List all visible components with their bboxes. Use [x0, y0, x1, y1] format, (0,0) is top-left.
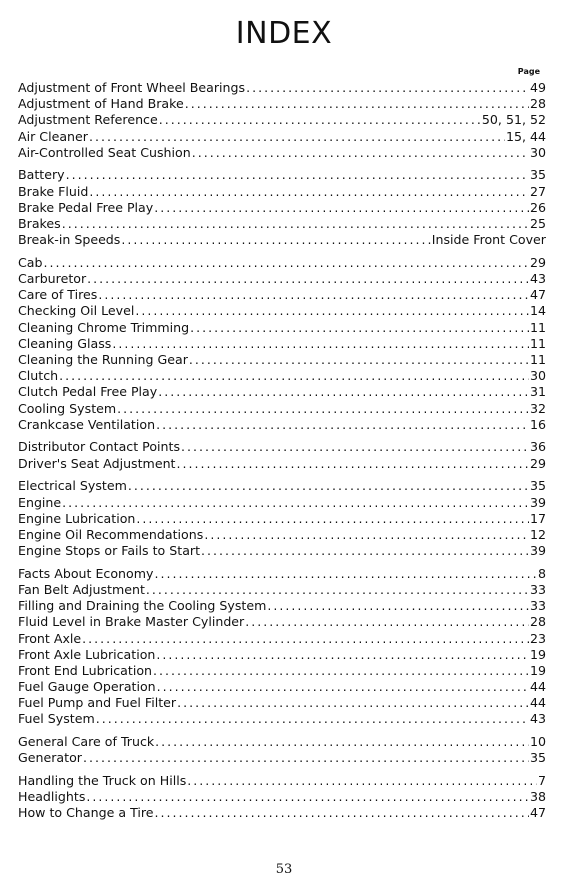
dot-leader	[185, 96, 529, 112]
index-entry-page: 23	[529, 630, 546, 646]
index-entry-label: Engine Oil Recommendations	[18, 526, 204, 542]
index-entry-page: 19	[529, 662, 546, 678]
index-entry-page: 39	[529, 543, 546, 559]
index-entry-page: 28	[529, 614, 546, 630]
index-entry-label: Headlights	[18, 789, 86, 805]
index-entry	[18, 805, 546, 821]
dot-leader	[159, 112, 481, 128]
index-entry-label: Clutch	[18, 368, 59, 384]
dot-leader	[181, 439, 529, 455]
index-entry	[18, 734, 546, 750]
dot-leader	[112, 336, 529, 352]
dot-leader	[155, 734, 529, 750]
dot-leader	[155, 805, 529, 821]
index-entry-label: Adjustment Reference	[18, 112, 158, 128]
dot-leader	[189, 352, 529, 368]
index-entry	[18, 750, 546, 766]
index-entry-label: Clutch Pedal Free Play	[18, 384, 158, 400]
index-entry-page: 7	[537, 773, 546, 788]
index-entry-label: Fuel Pump and Fuel Filter	[18, 695, 177, 711]
index-entry	[18, 417, 546, 433]
index-entry	[18, 320, 546, 336]
index-entry	[18, 543, 546, 559]
index-entry-label: Cab	[18, 254, 43, 270]
index-entry-page: 30	[529, 368, 546, 384]
index-entry-page: 35	[529, 478, 546, 494]
index-entry	[18, 255, 546, 271]
index-group	[18, 80, 546, 161]
index-entry	[18, 145, 546, 161]
index-entry	[18, 582, 546, 598]
index-entry	[18, 352, 546, 368]
dot-leader	[135, 303, 529, 319]
index-entry-page: 29	[529, 455, 546, 471]
dot-leader	[190, 320, 529, 336]
index-entry-label: Fluid Level in Brake Master Cylinder	[18, 614, 245, 630]
index-entry-page: 26	[529, 199, 546, 215]
index-entry	[18, 695, 546, 711]
index-entry	[18, 527, 546, 543]
dot-leader	[87, 271, 529, 287]
index-entry	[18, 679, 546, 695]
index-entry	[18, 598, 546, 614]
dot-leader	[82, 631, 529, 647]
index-entry-label: Filling and Draining the Cooling System	[18, 598, 267, 614]
dot-leader	[154, 200, 529, 216]
index-entry-label: Engine Stops or Fails to Start	[18, 543, 201, 559]
index-entry-page: 44	[529, 679, 546, 695]
dot-leader	[192, 145, 529, 161]
index-group	[18, 167, 546, 248]
index-entry	[18, 495, 546, 511]
dot-leader	[96, 711, 529, 727]
dot-leader	[156, 647, 529, 663]
index-entry-page: 35	[529, 167, 546, 183]
index-entry-label: Facts About Economy	[18, 565, 154, 581]
index-entry	[18, 566, 546, 582]
footer-page-number: 53	[275, 862, 293, 877]
index-entry-label: Break-in Speeds	[18, 232, 121, 248]
dot-leader	[83, 750, 529, 766]
index-entry-label: Care of Tires	[18, 287, 98, 303]
index-entry-label: Brake Fluid	[18, 183, 89, 199]
index-entry	[18, 336, 546, 352]
index-entry-label: Crankcase Ventilation	[18, 416, 156, 432]
dot-leader	[245, 614, 529, 630]
dot-leader	[62, 495, 529, 511]
index-entry-label: Carburetor	[18, 271, 87, 287]
index-entry-label: Engine Lubrication	[18, 510, 136, 526]
page-column-label: Page	[517, 67, 540, 76]
index-entry-page: 28	[529, 96, 546, 112]
index-entry-page: 29	[529, 254, 546, 270]
index-entry-page: 50, 51, 52	[481, 112, 546, 128]
index-entry-page: 49	[529, 80, 546, 95]
index-entry	[18, 216, 546, 232]
dot-leader	[59, 368, 529, 384]
dot-leader	[176, 456, 528, 472]
dot-leader	[204, 527, 529, 543]
dot-leader	[128, 478, 529, 494]
index-entry	[18, 200, 546, 216]
index-entry	[18, 80, 546, 96]
index-entry	[18, 384, 546, 400]
index-entry	[18, 711, 546, 727]
index-list	[18, 80, 546, 828]
index-entry-page: 35	[529, 750, 546, 766]
dot-leader	[267, 598, 529, 614]
index-entry-page: 38	[529, 789, 546, 805]
index-entry-page: 14	[529, 303, 546, 319]
index-entry	[18, 663, 546, 679]
index-entry-label: Cleaning the Running Gear	[18, 352, 188, 367]
index-entry-label: Engine	[18, 494, 62, 510]
index-entry-label: Distributor Contact Points	[18, 439, 181, 455]
index-entry-page: 10	[529, 734, 546, 750]
index-entry-label: Brake Pedal Free Play	[18, 199, 154, 215]
index-entry-page: 30	[529, 144, 546, 160]
dot-leader	[146, 582, 529, 598]
index-entry-label: Driver's Seat Adjustment	[18, 455, 176, 471]
index-entry-label: Air-Controlled Seat Cushion	[18, 144, 191, 160]
index-entry	[18, 232, 546, 248]
dot-leader	[121, 232, 430, 248]
index-entry-page: 43	[529, 271, 546, 287]
index-entry-page: 17	[529, 510, 546, 526]
dot-leader	[156, 417, 529, 433]
dot-leader	[187, 773, 537, 789]
dot-leader	[154, 566, 537, 582]
index-entry	[18, 789, 546, 805]
index-entry	[18, 614, 546, 630]
dot-leader	[62, 216, 529, 232]
dot-leader	[201, 543, 529, 559]
index-entry-label: Front End Lubrication	[18, 662, 153, 678]
index-entry-page: 25	[529, 216, 546, 231]
index-entry	[18, 368, 546, 384]
index-entry-page: 47	[529, 287, 546, 303]
index-entry-label: Electrical System	[18, 478, 127, 494]
index-entry-page: 33	[529, 598, 546, 614]
index-entry-page: 32	[529, 400, 546, 416]
index-entry-page: 11	[529, 352, 546, 367]
index-entry-page: 47	[529, 805, 546, 821]
index-entry-label: Fuel Gauge Operation	[18, 679, 156, 695]
dot-leader	[136, 511, 529, 527]
index-group	[18, 773, 546, 822]
dot-leader	[246, 80, 529, 96]
index-entry-page: 27	[529, 183, 546, 199]
index-group	[18, 255, 546, 433]
dot-leader	[117, 401, 529, 417]
index-entry	[18, 303, 546, 319]
index-entry	[18, 96, 546, 112]
index-entry-page: 11	[529, 335, 546, 351]
index-entry-label: Fuel System	[18, 711, 95, 727]
index-entry-page: 44	[529, 695, 546, 711]
index-entry-page: 8	[537, 565, 546, 581]
index-entry-label: Front Axle	[18, 630, 82, 646]
dot-leader	[89, 184, 529, 200]
index-entry-page: 33	[529, 581, 546, 597]
index-entry-label: Front Axle Lubrication	[18, 646, 156, 662]
index-entry-label: Checking Oil Level	[18, 303, 135, 319]
index-entry-page: 15, 44	[505, 128, 546, 144]
index-entry-page: 11	[529, 319, 546, 335]
index-entry-label: Adjustment of Front Wheel Bearings	[18, 80, 246, 95]
index-entry-page: 43	[529, 711, 546, 727]
index-entry-page: 12	[529, 526, 546, 542]
dot-leader	[98, 287, 529, 303]
page-title: INDEX	[235, 16, 333, 51]
index-entry-page: 31	[529, 384, 546, 400]
index-entry-label: Cleaning Chrome Trimming	[18, 319, 190, 335]
index-group	[18, 734, 546, 766]
dot-leader	[157, 679, 529, 695]
index-entry	[18, 112, 546, 128]
index-entry-label: Generator	[18, 750, 82, 766]
dot-leader	[158, 384, 529, 400]
index-entry-label: General Care of Truck	[18, 734, 155, 750]
index-entry-page: 19	[529, 646, 546, 662]
index-entry-label: Cleaning Glass	[18, 335, 112, 351]
index-entry	[18, 478, 546, 494]
dot-leader	[86, 789, 529, 805]
index-entry-page: 39	[529, 494, 546, 510]
index-entry-label: Adjustment of Hand Brake	[18, 96, 184, 112]
index-entry-label: Handling the Truck on Hills	[18, 773, 187, 788]
dot-leader	[177, 695, 529, 711]
index-entry	[18, 167, 546, 183]
index-entry-label: Battery	[18, 167, 65, 183]
index-entry	[18, 439, 546, 455]
index-entry	[18, 184, 546, 200]
index-entry	[18, 456, 546, 472]
index-entry-page: 16	[529, 416, 546, 432]
index-entry-label: Fan Belt Adjustment	[18, 581, 145, 597]
dot-leader	[153, 663, 529, 679]
index-group	[18, 566, 546, 728]
index-entry-label: Cooling System	[18, 400, 117, 416]
index-entry	[18, 271, 546, 287]
index-entry	[18, 647, 546, 663]
index-entry-label: Air Cleaner	[18, 128, 88, 144]
dot-leader	[66, 167, 529, 183]
index-entry	[18, 773, 546, 789]
index-entry-label: How to Change a Tire	[18, 805, 154, 821]
index-entry-page: 36	[529, 439, 546, 455]
index-entry	[18, 631, 546, 647]
dot-leader	[44, 255, 529, 271]
index-entry-label: Brakes	[18, 216, 61, 231]
index-group	[18, 439, 546, 471]
dot-leader	[89, 129, 505, 145]
index-entry	[18, 401, 546, 417]
index-group	[18, 478, 546, 559]
index-entry	[18, 129, 546, 145]
index-entry	[18, 511, 546, 527]
index-entry	[18, 287, 546, 303]
index-entry-page: Inside Front Cover	[431, 232, 546, 248]
